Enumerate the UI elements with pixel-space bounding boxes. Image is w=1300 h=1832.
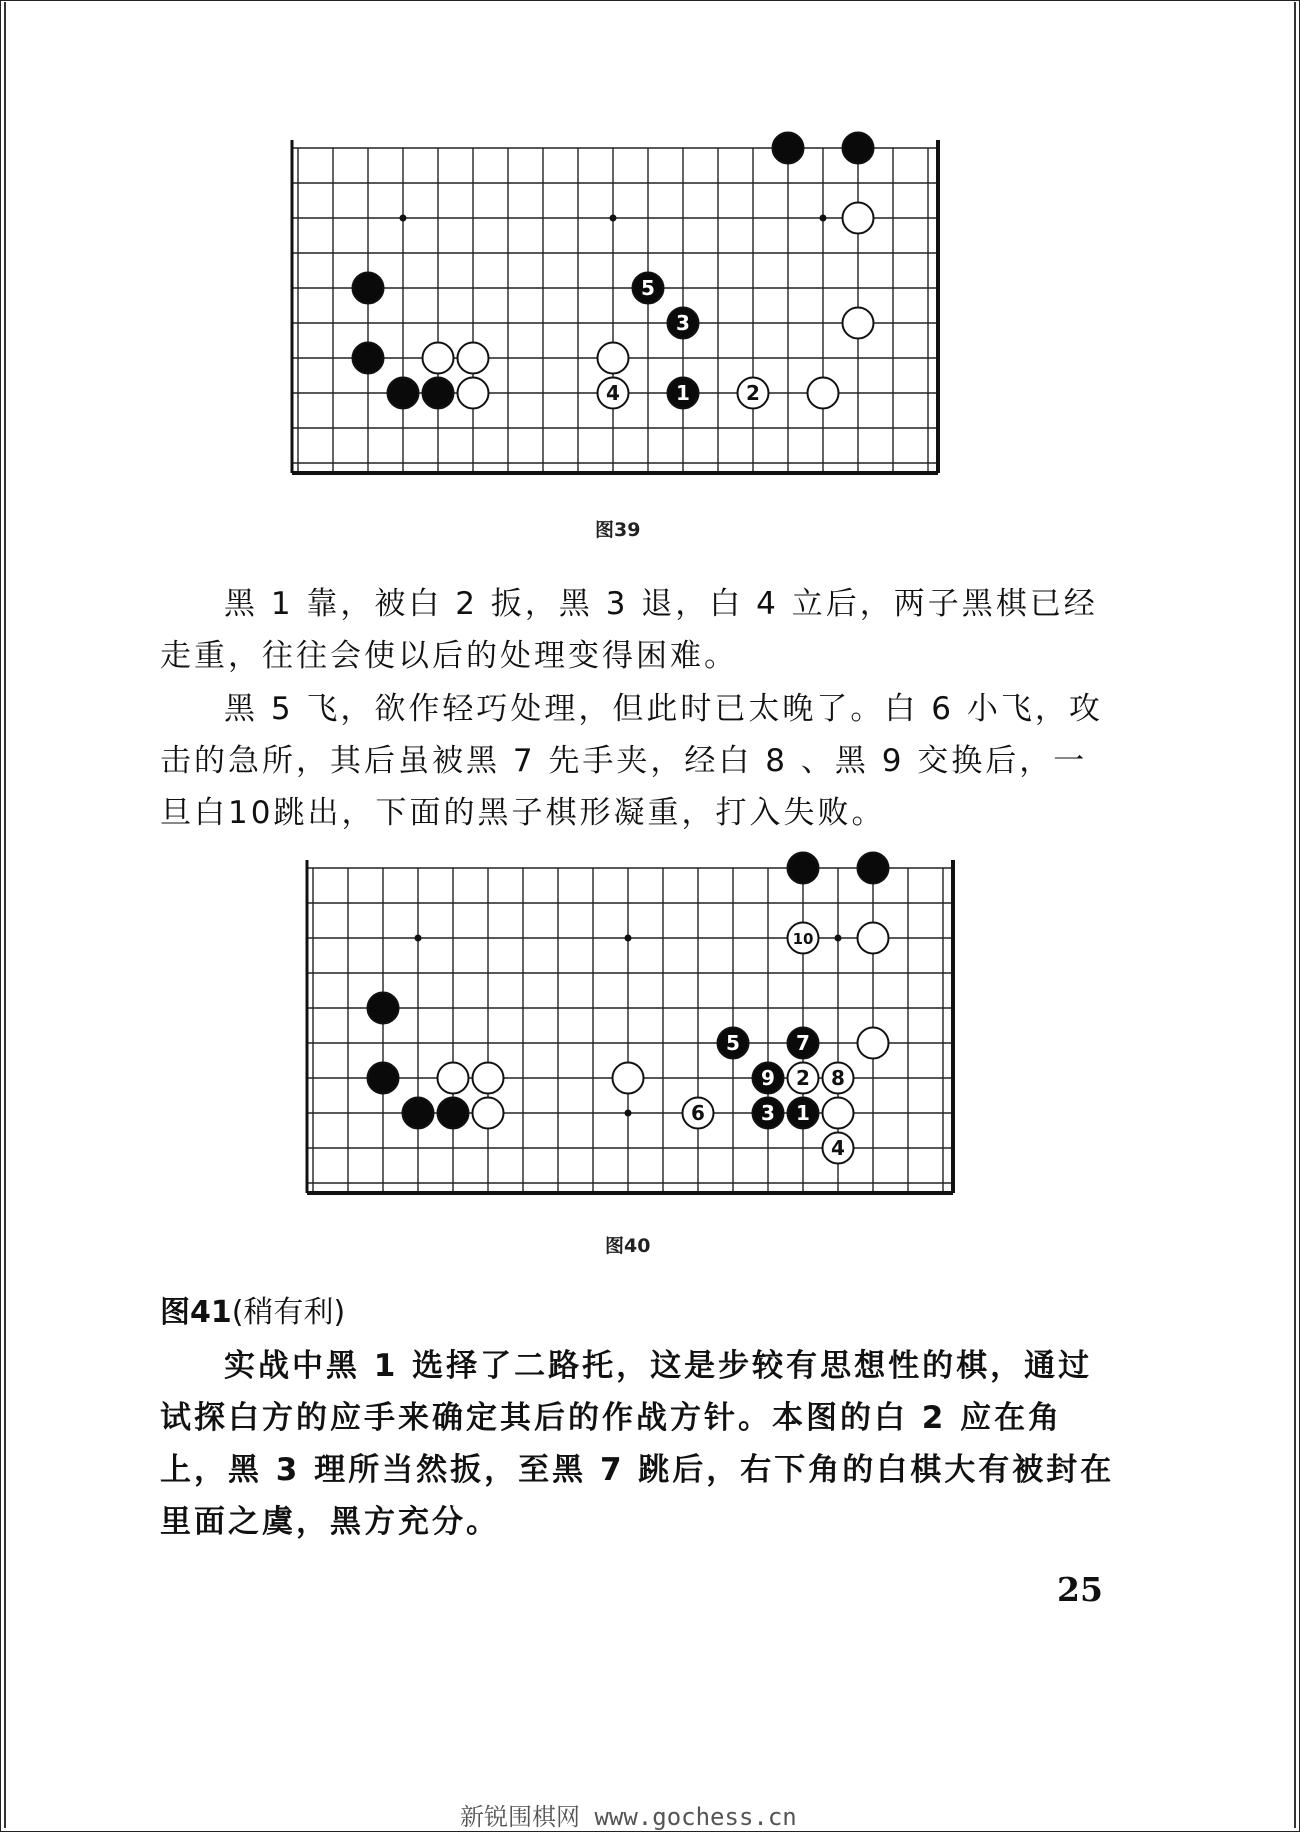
- black-stone: [388, 378, 419, 409]
- white-stone: [858, 1028, 889, 1059]
- stone-move-number: 1: [676, 381, 690, 405]
- black-stone: [788, 853, 819, 884]
- white-stone: [438, 1063, 469, 1094]
- white-stone: [613, 1063, 644, 1094]
- black-stone: [368, 1063, 399, 1094]
- black-stone: [403, 1098, 434, 1129]
- stone-move-number: 5: [641, 276, 655, 300]
- black-stone: [773, 133, 804, 164]
- white-stone: [458, 378, 489, 409]
- white-stone: [598, 343, 629, 374]
- stone-move-number: 5: [726, 1031, 740, 1055]
- figure-41-heading: [160, 1287, 345, 1331]
- black-stone: [423, 378, 454, 409]
- stone-move-number: 6: [691, 1101, 705, 1125]
- star-point: [820, 215, 827, 222]
- stone-move-number: 8: [831, 1066, 845, 1090]
- star-point: [400, 215, 407, 222]
- black-stone: [353, 343, 384, 374]
- stone-move-number: 2: [746, 381, 760, 405]
- stone-move-number: 2: [796, 1066, 810, 1090]
- white-stone: [823, 1098, 854, 1129]
- stone-move-number: 4: [831, 1136, 845, 1160]
- go-board-diagram-40: [305, 860, 975, 1200]
- black-stone: [843, 133, 874, 164]
- black-stone: [353, 273, 384, 304]
- stone-move-number: 10: [792, 930, 814, 948]
- paragraph-1: 黑 1 靠，被白 2 扳，黑 3 退，白 4 立后，两子黑棋已经走重，往往会使以后的处理变得困难。: [160, 586, 1098, 674]
- paragraph-3: 实战中黑 1 选择了二路托，这是步较有思想性的棋，通过试探白方的应手来确定其后的作战方针。本图的白 2 应在角上，黑 3 理所当然扳，至黑 7 跳后，右下角的白棋大有被封在里面之虞，黑方充分。: [160, 1348, 1115, 1540]
- figure-41-title: 图41: [160, 1295, 232, 1330]
- figure-40-caption: 图40: [605, 1235, 651, 1257]
- white-stone: [808, 378, 839, 409]
- figure-41-note: (稍有利): [231, 1295, 346, 1330]
- stone-move-number: 7: [796, 1031, 810, 1055]
- white-stone: [473, 1063, 504, 1094]
- figure-39-caption: 图39: [595, 519, 641, 541]
- stone-move-number: 4: [606, 381, 620, 405]
- star-point: [610, 215, 617, 222]
- black-stone: [858, 853, 889, 884]
- white-stone: [473, 1098, 504, 1129]
- white-stone: [843, 203, 874, 234]
- stone-move-number: 1: [796, 1101, 810, 1125]
- white-stone: [858, 923, 889, 954]
- white-stone: [843, 308, 874, 339]
- paragraph-2: 黑 5 飞，欲作轻巧处理，但此时已太晚了。白 6 小飞，攻击的急所，其后虽被黑 7 先手夹，经白 8 、黑 9 交换后，一旦白10跳出，下面的黑子棋形凝重，打入失败。: [160, 691, 1103, 831]
- star-point: [415, 935, 422, 942]
- white-stone: [458, 343, 489, 374]
- star-point: [625, 935, 632, 942]
- star-point: [625, 1110, 632, 1117]
- stone-move-number: 9: [761, 1066, 775, 1090]
- white-stone: [423, 343, 454, 374]
- go-board-diagram-39: [290, 140, 960, 480]
- stone-move-number: 3: [676, 311, 690, 335]
- black-stone: [438, 1098, 469, 1129]
- watermark: 新锐围棋网 www.gochess.cn: [460, 1803, 797, 1831]
- black-stone: [368, 993, 399, 1024]
- stone-move-number: 3: [761, 1101, 775, 1125]
- star-point: [835, 935, 842, 942]
- page-number: 25: [1057, 1570, 1103, 1609]
